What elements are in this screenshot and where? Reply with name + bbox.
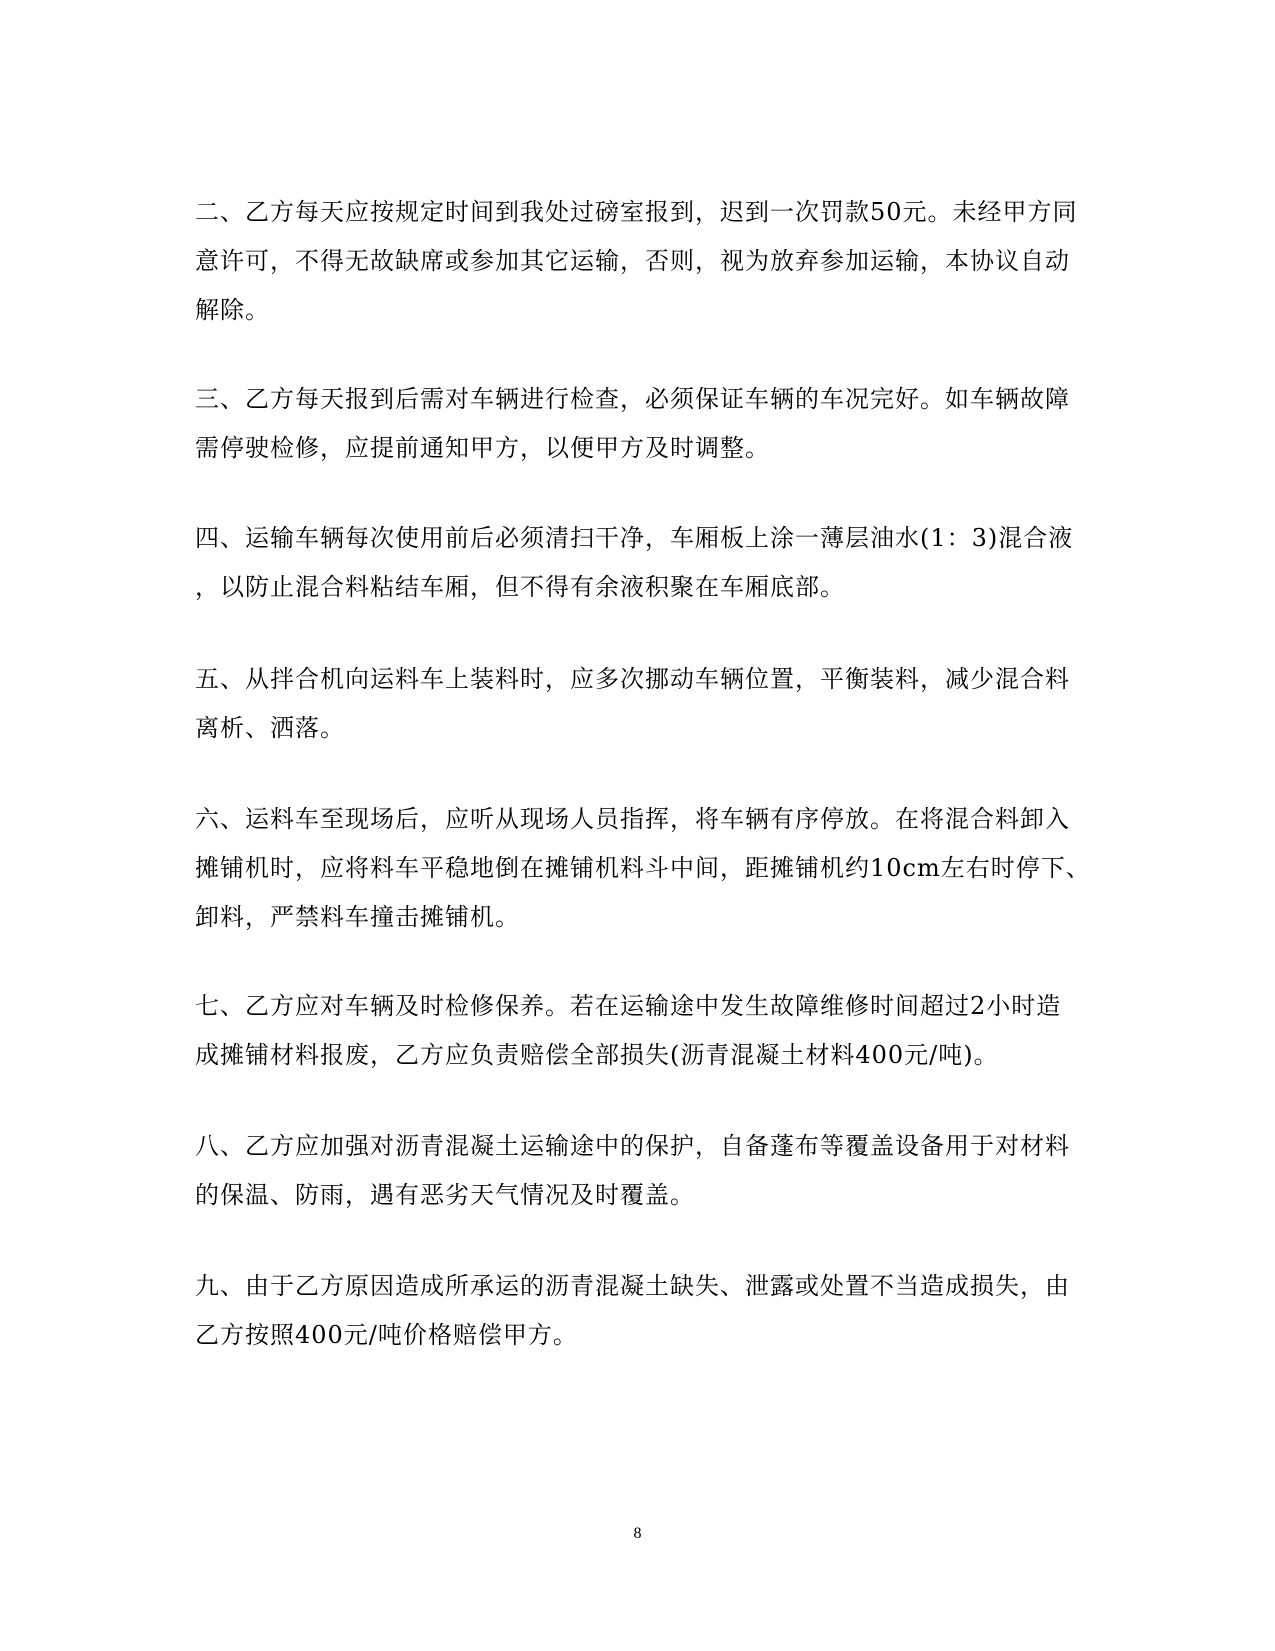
text-line: 意许可，不得无故缺席或参加其它运输，否则，视为放弃参加运输，本协议自动 — [195, 247, 1070, 275]
text-line: 卸料，严禁料车撞击摊铺机。 — [195, 903, 520, 931]
text-line: ，以防止混合料粘结车厢，但不得有余液积聚在车厢底部。 — [195, 573, 845, 601]
clause-6 — [195, 795, 1091, 942]
clause-7 — [195, 982, 1075, 1080]
text-line: 九、由于乙方原因造成所承运的沥青混凝土缺失、泄露或处置不当造成损失，由 — [195, 1272, 1070, 1300]
text-line: 七、乙方应对车辆及时检修保养。若在运输途中发生故障维修时间超过2小时造 — [195, 992, 1062, 1020]
text-line: 解除。 — [195, 296, 270, 324]
text-line: 乙方按照400元/吨价格赔偿甲方。 — [195, 1321, 578, 1349]
page-number: 8 — [633, 1525, 642, 1542]
text-line: 摊铺机时，应将料车平稳地倒在摊铺机料斗中间，距摊铺机约10cm左右时停下、 — [195, 854, 1091, 882]
clause-9 — [195, 1262, 1075, 1360]
text-line: 二、乙方每天应按规定时间到我处过磅室报到，迟到一次罚款50元。未经甲方同 — [195, 198, 1078, 226]
text-line: 离析、洒落。 — [195, 714, 345, 742]
text-line: 成摊铺材料报废，乙方应负责赔偿全部损失(沥青混凝土材料400元/吨)。 — [195, 1041, 999, 1069]
text-line: 六、运料车至现场后，应听从现场人员指挥，将车辆有序停放。在将混合料卸入 — [195, 805, 1070, 833]
clause-3 — [195, 375, 1075, 473]
clause-5 — [195, 655, 1075, 753]
text-line: 三、乙方每天报到后需对车辆进行检查，必须保证车辆的车况完好。如车辆故障 — [195, 385, 1070, 413]
clause-4 — [195, 514, 1075, 612]
clause-2 — [195, 188, 1078, 335]
clause-8 — [195, 1122, 1075, 1220]
text-line: 的保温、防雨，遇有恶劣天气情况及时覆盖。 — [195, 1181, 695, 1209]
text-line: 五、从拌合机向运料车上装料时，应多次挪动车辆位置，平衡装料，减少混合料 — [195, 665, 1070, 693]
text-line: 四、运输车辆每次使用前后必须清扫干净，车厢板上涂一薄层油水(1：3)混合液 — [195, 524, 1074, 552]
text-line: 八、乙方应加强对沥青混凝土运输途中的保护，自备蓬布等覆盖设备用于对材料 — [195, 1132, 1070, 1160]
text-line: 需停驶检修，应提前通知甲方，以便甲方及时调整。 — [195, 434, 770, 462]
